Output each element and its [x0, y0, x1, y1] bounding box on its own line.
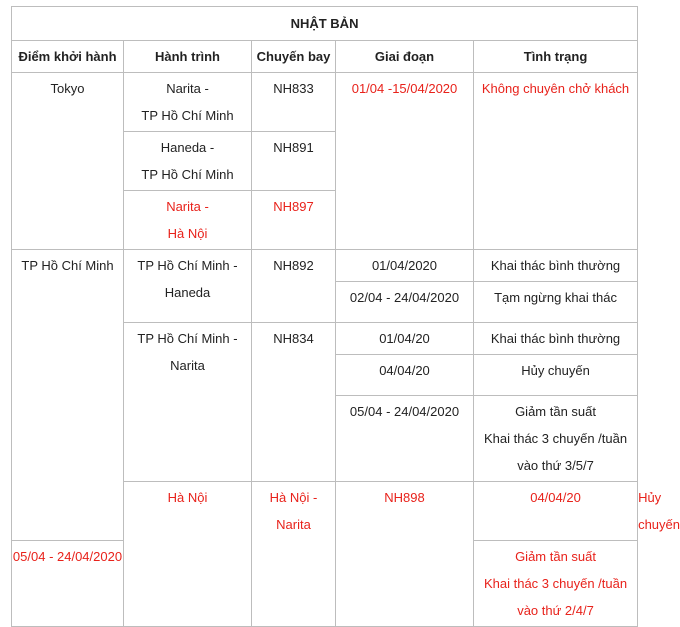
route-cell: TP Hồ Chí Minh - Haneda: [124, 250, 252, 323]
origin-hanoi: Hà Nội: [124, 482, 252, 627]
flight-cell: NH834: [252, 323, 336, 482]
header-route: Hành trình: [124, 41, 252, 73]
origin-hcm: TP Hồ Chí Minh: [12, 250, 124, 541]
period-cell: 05/04 - 24/04/2020: [336, 396, 474, 482]
period-cell: 05/04 - 24/04/2020: [12, 541, 124, 627]
table-row: Hà Nội Hà Nội - Narita NH898 04/04/20 Hủy chuyến: [12, 482, 638, 541]
period-cell: 01/04/20: [336, 323, 474, 355]
status-cell: Không chuyên chở khách: [474, 73, 638, 250]
origin-tokyo: Tokyo: [12, 73, 124, 250]
status-cell: Khai thác bình thường: [474, 323, 638, 355]
status-cell: Giảm tần suất Khai thác 3 chuyến /tuần vào thứ 2/4/7: [474, 541, 638, 627]
route-cell: Narita - TP Hồ Chí Minh: [124, 73, 252, 132]
table-row: [12, 73, 638, 132]
status-cell: Tạm ngừng khai thác: [474, 282, 638, 323]
period-cell: 02/04 - 24/04/2020: [336, 282, 474, 323]
flight-schedule-table: [11, 6, 680, 627]
header-period: Giai đoạn: [336, 41, 474, 73]
route-cell: Narita - Hà Nội: [124, 191, 252, 250]
period-cell: 04/04/20: [474, 482, 638, 541]
status-cell: Giảm tần suất Khai thác 3 chuyến /tuần vào thứ 3/5/7: [474, 396, 638, 482]
period-cell: 01/04/2020: [336, 250, 474, 282]
route-cell: TP Hồ Chí Minh - Narita: [124, 323, 252, 482]
period-cell: 01/04 -15/04/2020: [336, 73, 474, 250]
flight-cell: NH891: [252, 132, 336, 191]
table-row: [12, 250, 638, 282]
table-title: NHẬT BẢN: [12, 7, 638, 41]
header-flight: Chuyến bay: [252, 41, 336, 73]
flight-cell: NH892: [252, 250, 336, 323]
flight-cell: NH898: [336, 482, 474, 627]
header-origin: Điểm khởi hành: [12, 41, 124, 73]
flight-cell: NH897: [252, 191, 336, 250]
status-cell: Khai thác bình thường: [474, 250, 638, 282]
header-status: Tình trạng: [474, 41, 638, 73]
status-cell: Hủy chuyến: [474, 355, 638, 396]
flight-cell: NH833: [252, 73, 336, 132]
route-cell: Haneda - TP Hồ Chí Minh: [124, 132, 252, 191]
period-cell: 04/04/20: [336, 355, 474, 396]
route-cell: Hà Nội - Narita: [252, 482, 336, 627]
